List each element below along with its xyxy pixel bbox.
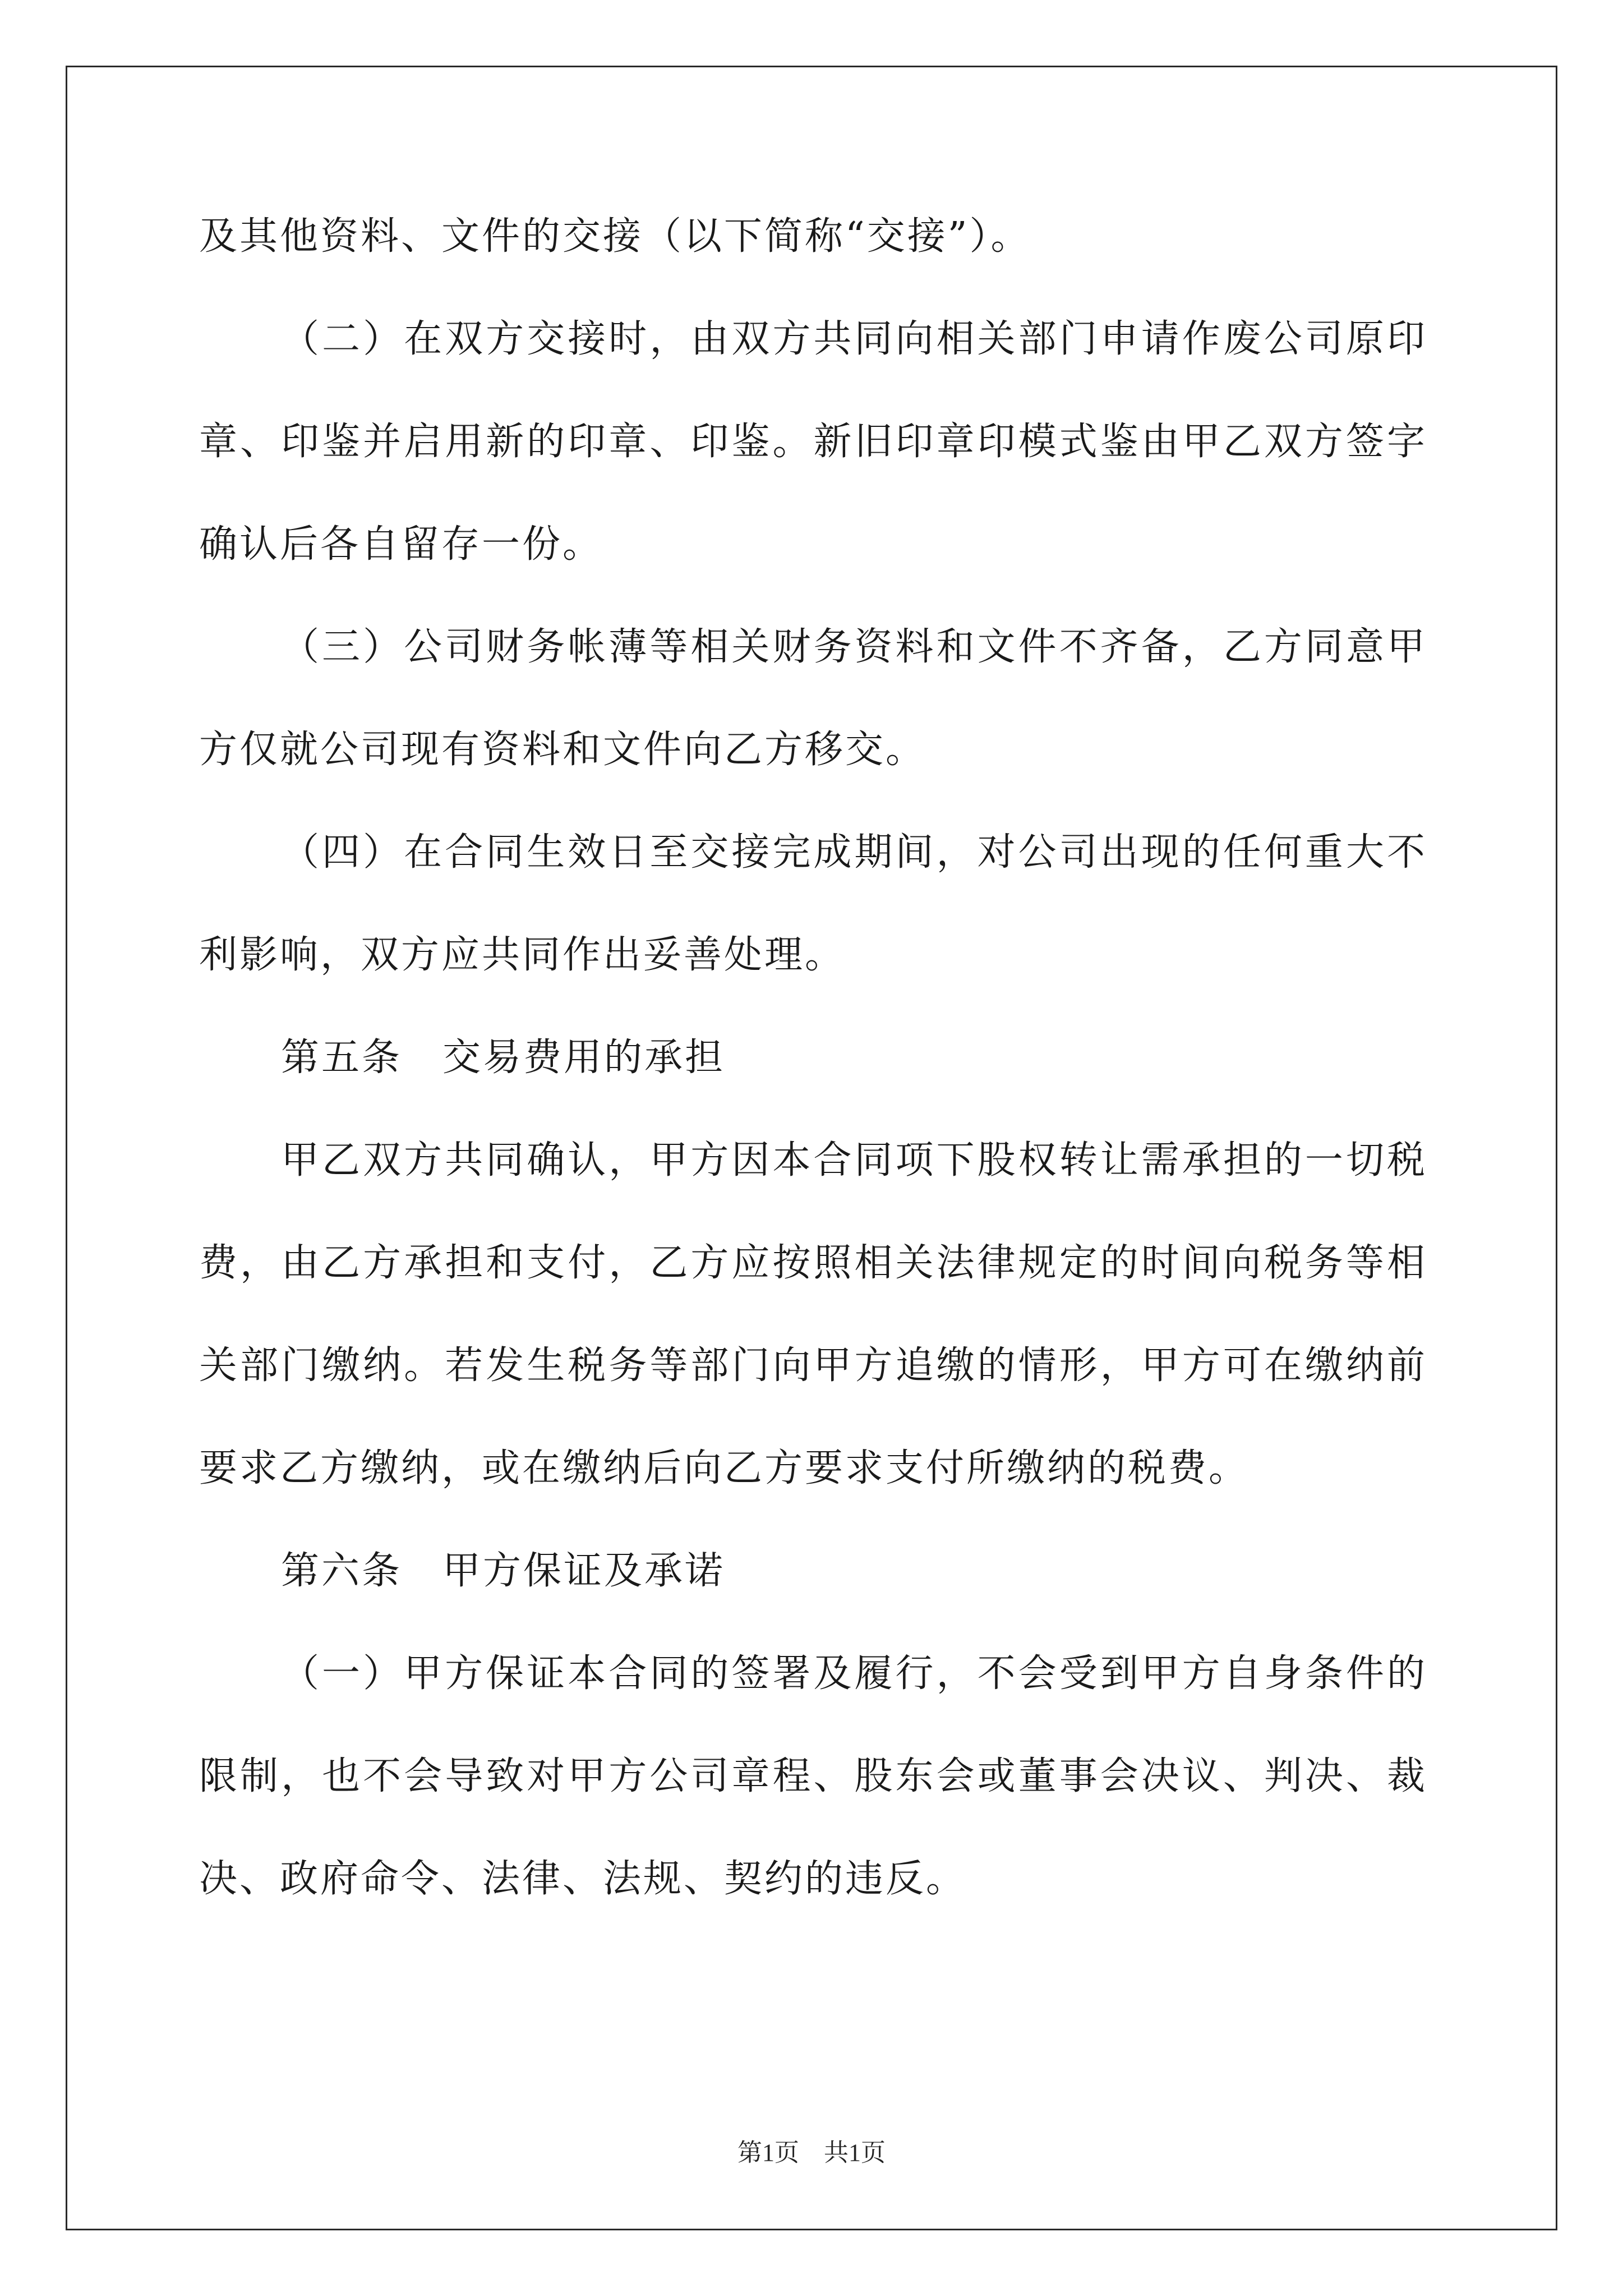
paragraph-item-2: （二）在双方交接时，由双方共同向相关部门申请作废公司原印章、印鉴并启用新的印章、印鉴。新旧印章印模式鉴由甲乙双方签字确认后各自留存一份。 [199, 317, 1427, 567]
paragraph-item-3: （三）公司财务帐薄等相关财务资料和文件不齐备，乙方同意甲方仅就公司现有资料和文件向乙方移交。 [199, 625, 1427, 772]
paragraph-article-5-body: 甲乙双方共同确认，甲方因本合同项下股权转让需承担的一切税费，由乙方承担和支付，乙方应按照相关法律规定的时间向税务等相关部门缴纳。若发生税务等部门向甲方追缴的情形，甲方可在缴纳前要求乙方缴纳，或在缴纳后向乙方要求支付所缴纳的税费。 [199, 1138, 1427, 1490]
paragraph-item-4: （四）在合同生效日至交接完成期间，对公司出现的任何重大不利影响，双方应共同作出妥善处理。 [199, 830, 1427, 977]
page-footer: 第1页 共1页 [737, 2139, 886, 2166]
paragraph-article-6-item-1: （一）甲方保证本合同的签署及履行，不会受到甲方自身条件的限制，也不会导致对甲方公司章程、股东会或董事会决议、判决、裁决、政府命令、法律、法规、契约的违反。 [199, 1651, 1427, 1901]
section-heading-article-5: 第五条 交易费用的承担 [281, 1036, 726, 1080]
paragraph-handover-continued: 及其他资料、文件的交接（以下简称“交接”）。 [199, 214, 1031, 259]
section-heading-article-6: 第六条 甲方保证及承诺 [281, 1549, 726, 1593]
document-body [199, 185, 1427, 1930]
